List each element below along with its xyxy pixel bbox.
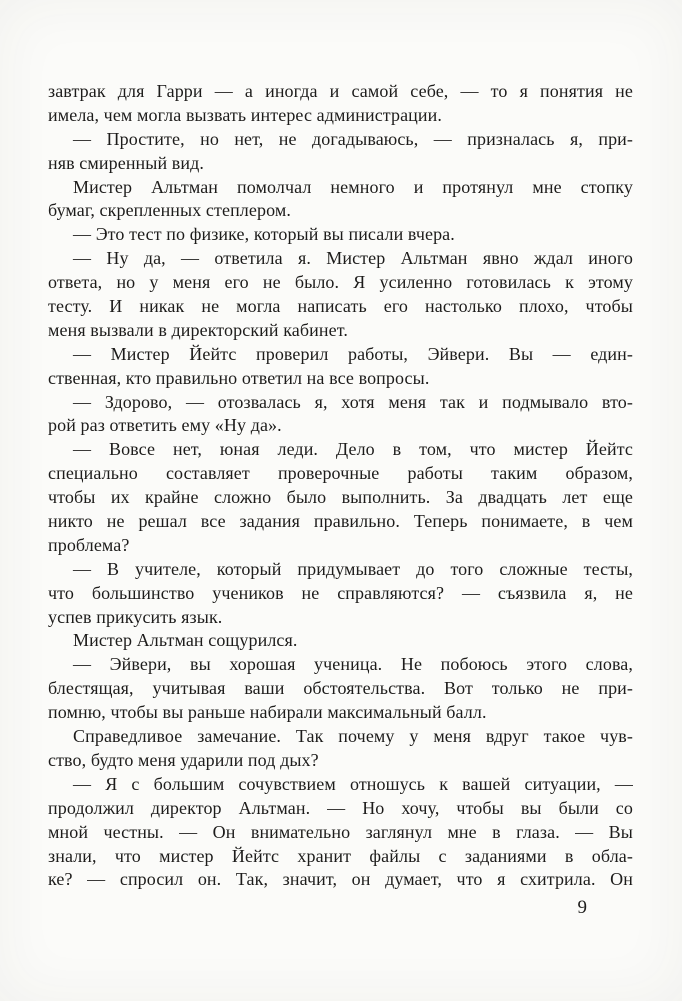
- text-line: успев прикусить язык.: [48, 606, 223, 627]
- text-line: имела, чем могла вызвать интерес администрации.: [48, 104, 442, 125]
- text-line: — Простите, но нет, не догадываюсь, — призналась я, при-: [73, 128, 633, 149]
- text-line: Мистер Альтман помолчал немного и протянул мне стопку: [73, 176, 633, 197]
- text-line: проблема?: [48, 534, 130, 555]
- text-line: ство, будто меня ударили под дых?: [48, 749, 319, 770]
- text-line: что большинство учеников не справляются? — съязвила я, не: [48, 582, 633, 603]
- text-line: — Это тест по физике, который вы писали вчера.: [73, 224, 455, 245]
- text-line: ответа, но у меня его не было. Я усиленно готовилась к этому: [48, 272, 633, 293]
- page-number: 9: [577, 897, 587, 918]
- text-line: помню, чтобы вы раньше набирали максимальный балл.: [48, 702, 487, 723]
- text-line: Мистер Альтман сощурился.: [73, 630, 298, 651]
- text-line: Справедливое замечание. Так почему у меня вдруг такое чув-: [73, 726, 633, 747]
- text-line: — Мистер Йейтс проверил работы, Эйвери. Вы — един-: [73, 343, 633, 364]
- text-line: рой раз ответить ему «Ну да».: [48, 415, 282, 436]
- text-line: блестящая, учитывая ваши обстоятельства. Вот только не при-: [48, 678, 633, 699]
- text-line: — Здорово, — отозвалась я, хотя меня так и подмывало вто-: [73, 391, 633, 412]
- text-line: — Я с большим сочувствием отношусь к вашей ситуации, —: [73, 773, 633, 794]
- text-line: ке? — спросил он. Так, значит, он думает, что я схитрила. Он: [48, 869, 633, 890]
- text-line: тесту. И никак не могла написать его настолько плохо, чтобы: [48, 296, 633, 317]
- text-line: — Ну да, — ответила я. Мистер Альтман явно ждал иного: [73, 248, 633, 269]
- text-line: няв смиренный вид.: [48, 152, 204, 173]
- text-line: бумаг, скрепленных степлером.: [48, 200, 291, 221]
- text-line: специально составляет проверочные работы таким образом,: [48, 463, 633, 484]
- text-line: никто не решал все задания правильно. Теперь понимаете, в чем: [48, 511, 633, 532]
- text-line: продолжил директор Альтман. — Но хочу, чтобы вы были со: [48, 797, 633, 818]
- book-page-text-block: [48, 80, 633, 892]
- text-line: чтобы их крайне сложно было выполнить. За двадцать лет еще: [48, 487, 633, 508]
- text-line: мной честны. — Он внимательно заглянул мне в глаза. — Вы: [48, 821, 633, 842]
- text-line: — Эйвери, вы хорошая ученица. Не побоюсь этого слова,: [73, 654, 633, 675]
- text-line: завтрак для Гарри — а иногда и самой себе, — то я понятия не: [48, 81, 633, 101]
- text-line: меня вызвали в директорский кабинет.: [48, 319, 348, 340]
- text-line: — В учителе, который придумывает до того сложные тесты,: [73, 558, 633, 579]
- text-line: ственная, кто правильно ответил на все вопросы.: [48, 367, 430, 388]
- text-line: знали, что мистер Йейтс хранит файлы с заданиями в обла-: [48, 845, 633, 866]
- text-line: — Вовсе нет, юная леди. Дело в том, что мистер Йейтс: [73, 439, 633, 460]
